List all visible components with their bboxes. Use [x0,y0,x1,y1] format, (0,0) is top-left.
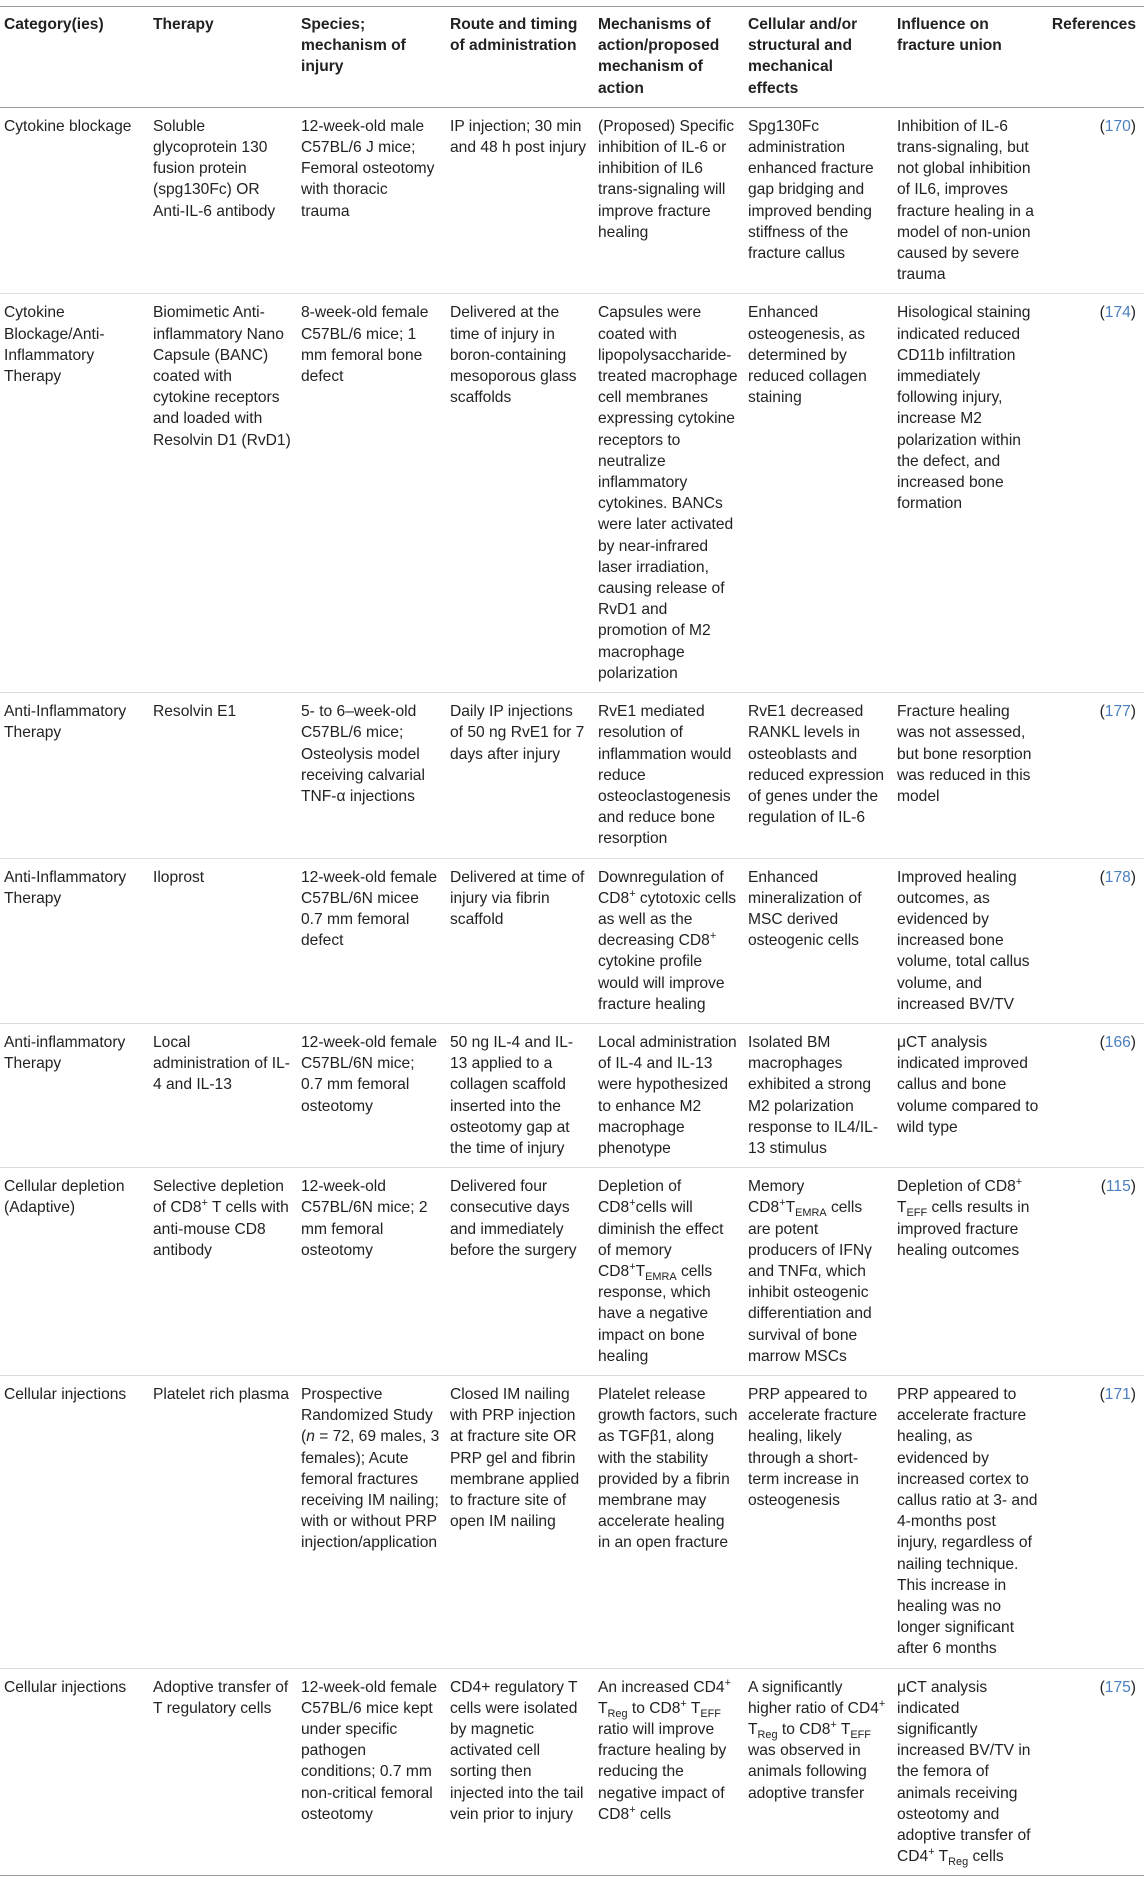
reference-link[interactable]: 174 [1104,304,1131,322]
cell-category: Anti-Inflammatory Therapy [4,868,127,907]
cell-route: Delivered four consecutive days and immediately before the surgery [450,1178,577,1259]
cell-therapy: Platelet rich plasma [153,1385,290,1403]
cell-union: μCT analysis indicated significantly increased BV/TV in the femora of animals receiving osteotomy and adoptive transfer of CD4+ $T_{Reg}$ cells [897,1678,1031,1869]
cell-species: 8-week-old female C57BL/6 mice; 1 mm femoral bone defect [301,304,429,386]
header-therapy: Therapy [149,7,297,108]
cell-route: Daily IP injections of 50 ng RvE1 for 7 days after injury [450,703,585,763]
reference-link[interactable]: 115 [1105,1178,1131,1196]
cell-species: 12-week-old female C57BL/6N mice; 0.7 mm femoral osteotomy [301,1033,438,1115]
cell-species: 5- to 6–week-old C57BL/6 mice; Osteolysis model receiving calvarial TNF-α injections [301,703,425,805]
cell-category: Cytokine Blockage/Anti-Inflammatory Therapy [4,304,105,386]
table-header [0,7,1144,108]
cell-mechanism: Depletion of CD8+cells will diminish the effect of memory $CD8^+T_{EMRA}$ cells response, which have a negative impact on bone healing [598,1178,724,1365]
cell-mechanism: (Proposed) Specific inhibition of IL-6 or inhibition of IL6 trans-signaling will improve fracture healing [598,117,735,241]
cell-mechanism: Capsules were coated with lipopolysaccharide-treated macrophage cell membranes expressing cytokine receptors to neutralize inflammatory cytokines. BANCs were later activated by near-infrared laser irradiation, causing release of RvD1 and promotion of M2 macrophage polarization [598,304,738,682]
cell-species: 12-week-old female C57BL/6 mice kept under specific pathogen conditions; 0.7 mm non-critical femoral osteotomy [301,1678,438,1823]
cell-effects: Isolated BM macrophages exhibited a strong M2 polarization response to IL4/IL-13 stimulus [748,1033,879,1157]
cell-reference: (115) [1100,1178,1136,1196]
cell-therapy: Resolvin E1 [153,703,237,721]
cell-category: Cellular depletion (Adaptive) [4,1178,125,1217]
cell-effects: A significantly higher ratio of CD4+ $T_{Reg}$ to CD8+ $T_{EFF}$ was observed in animals following adoptive transfer [748,1678,886,1802]
header-mechanism: Mechanisms of action/proposed mechanism of action [594,7,744,108]
cell-union: μCT analysis indicated improved callus and bone volume compared to wild type [897,1033,1039,1136]
cell-reference: (170) [1099,117,1136,135]
cell-therapy: Soluble glycoprotein 130 fusion protein (spg130Fc) OR Anti-IL-6 antibody [153,117,276,220]
header-row [0,7,1144,108]
cell-category: Anti-Inflammatory Therapy [4,703,127,742]
cell-therapy: Selective depletion of CD8+ T cells with anti-mouse CD8 antibody [153,1178,289,1259]
cell-route: Delivered at time of injury via fibrin scaffold [450,868,585,928]
cell-reference: (175) [1099,1678,1136,1696]
reference-link[interactable]: 171 [1104,1385,1131,1403]
header-category: Category(ies) [0,7,149,108]
cell-effects: Spg130Fc administration enhanced fracture gap bridging and improved bending stiffness of the fracture callus [748,117,874,263]
cell-effects: PRP appeared to accelerate fracture healing, likely through a short-term increase in osteogenesis [748,1385,878,1509]
cell-mechanism: RvE1 mediated resolution of inflammation would reduce osteoclastogenesis and reduce bone resorption [598,703,732,848]
cell-union: Fracture healing was not assessed, but bone resorption was reduced in this model [897,703,1032,805]
cell-union: Depletion of CD8+ $T_{EFF}$ cells results in improved fracture healing outcomes [897,1175,1030,1259]
cell-route: 50 ng IL-4 and IL-13 applied to a collagen scaffold inserted into the osteotomy gap at the time of injury [450,1033,574,1157]
table-row [0,1668,1144,1876]
table-row [0,1375,1144,1668]
cell-therapy: Adoptive transfer of T regulatory cells [153,1678,289,1717]
cell-effects: RvE1 decreased RANKL levels in osteoblasts and reduced expression of genes under the regulation of IL-6 [748,703,885,827]
cell-category: Cellular injections [4,1678,127,1696]
cell-therapy: Local administration of IL-4 and IL-13 [153,1033,290,1094]
table-row [0,294,1144,693]
cell-union: PRP appeared to accelerate fracture healing, as evidenced by increased cortex to callus ratio at 3- and 4-months post injury, regardless of nailing technique. This increase in healing was no longer significant after 6 months [897,1385,1038,1658]
cell-reference: (178) [1099,868,1136,886]
cell-reference: (174) [1099,304,1136,322]
table-row [0,107,1144,294]
table-body [0,107,1144,1876]
table-row [0,1023,1144,1167]
table-row [0,1168,1144,1376]
cell-union: Improved healing outcomes, as evidenced by increased bone volume, total callus volume, and increased BV/TV [897,868,1030,1013]
cell-species: 12-week-old male C57BL/6 J mice; Femoral osteotomy with thoracic trauma [301,117,435,220]
cell-mechanism: An increased CD4+ $T_{Reg}$ to CD8+ $T_{EFF}$ ratio will improve fracture healing by reducing the negative impact of CD8+ cells [598,1676,731,1823]
header-species: Species; mechanism of injury [297,7,446,108]
reference-link[interactable]: 178 [1104,868,1131,886]
header-route: Route and timing of administration [446,7,594,108]
cell-category: Cytokine blockage [4,117,132,135]
cell-species: Prospective Randomized Study (n = 72, 69 males, 3 females); Acute femoral fractures receiving IM nailing; with or without PRP injection/application [301,1385,440,1552]
cell-therapy: Biomimetic Anti-inflammatory Nano Capsule (BANC) coated with cytokine receptors and loaded with Resolvin D1 (RvD1) [153,304,291,449]
cell-species: 12-week-old female C57BL/6N micee 0.7 mm femoral defect [301,868,438,950]
cell-route: Closed IM nailing with PRP injection at fracture site OR PRP gel and fibrin membrane applied to fracture site of open IM nailing [450,1385,580,1531]
cell-reference: (166) [1099,1033,1136,1051]
cell-mechanism: Platelet release growth factors, such as TGFβ1, along with the stability provided by a fibrin membrane may accelerate healing in an open fracture [598,1385,738,1552]
cell-category: Anti-inflammatory Therapy [4,1033,126,1073]
cell-therapy: Iloprost [153,868,205,886]
cell-union: Hisological staining indicated reduced CD11b infiltration immediately following injury, increase M2 polarization within the defect, and increased bone formation [897,304,1031,513]
header-effects: Cellular and/or structural and mechanical effects [744,7,893,108]
cell-mechanism: Downregulation of CD8+ cytotoxic cells as well as the decreasing CD8+ cytokine profile would will improve fracture healing [598,868,737,1013]
cell-route: CD4+ regulatory T cells were isolated by magnetic activated cell sorting then injected into the tail vein prior to injury [450,1678,584,1823]
cell-reference: (177) [1099,703,1136,721]
reference-link[interactable]: 170 [1104,117,1131,135]
cell-effects: Enhanced osteogenesis, as determined by reduced collagen staining [748,304,867,407]
cell-union: Inhibition of IL-6 trans-signaling, but not global inhibition of IL6, improves fracture healing in a model of non-union caused by severe trauma [897,117,1034,284]
table-row [0,693,1144,858]
header-references: References [1045,7,1144,108]
cell-effects: Enhanced mineralization of MSC derived osteogenic cells [748,868,862,950]
cell-reference: (171) [1099,1385,1136,1403]
reference-link[interactable]: 177 [1104,703,1131,721]
cell-species: 12-week-old C57BL/6N mice; 2 mm femoral osteotomy [301,1178,428,1259]
cell-effects: Memory $CD8^+T_{EMRA}$ cells are potent producers of IFNγ and TNFα, which inhibit osteogenic differentiation and survival of bone marrow MSCs [748,1178,872,1365]
cell-route: Delivered at the time of injury in boron-containing mesoporous glass scaffolds [450,304,577,407]
therapy-table [0,6,1144,1876]
reference-link[interactable]: 175 [1104,1678,1131,1696]
cell-mechanism: Local administration of IL-4 and IL-13 were hypothesized to enhance M2 macrophage phenotype [598,1033,737,1157]
cell-category: Cellular injections [4,1385,127,1403]
table-row [0,858,1144,1023]
reference-link[interactable]: 166 [1104,1033,1131,1051]
cell-route: IP injection; 30 min and 48 h post injury [450,117,587,157]
header-union: Influence on fracture union [893,7,1045,108]
